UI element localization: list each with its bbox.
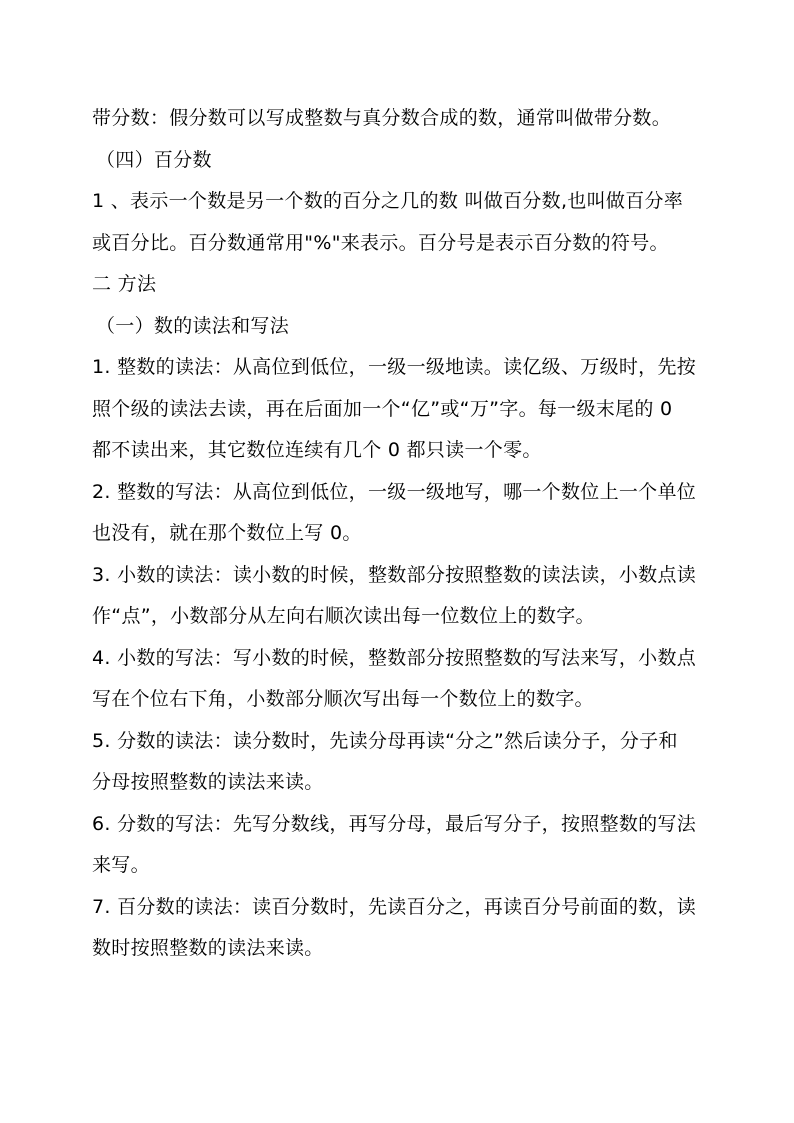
rule-1-line-3: 都不读出来，其它数位连续有几个 0 都只读一个零。 <box>92 439 542 461</box>
percentage-definition-line-2: 或百分比。百分数通常用"%"来表示。百分号是表示百分数的符号。 <box>92 232 669 254</box>
mixed-number-definition: 带分数：假分数可以写成整数与真分数合成的数，通常叫做带分数。 <box>92 107 672 129</box>
rule-4-line-2: 写在个位右下角，小数部分顺次写出每一个数位上的数字。 <box>92 688 594 710</box>
rule-5-line-2: 分母按照整数的读法来读。 <box>92 771 324 793</box>
rule-7-line-1: 7. 百分数的读法：读百分数时，先读百分之，再读百分号前面的数，读 <box>92 896 697 918</box>
rule-3-line-1: 3. 小数的读法：读小数的时候，整数部分按照整数的读法读，小数点读 <box>92 564 697 586</box>
section-heading-reading-writing: （一）数的读法和写法 <box>96 315 290 337</box>
percentage-definition-line-1: 1 、表示一个数是另一个数的百分之几的数 叫做百分数,也叫做百分率 <box>92 190 684 212</box>
rule-5-line-1: 5. 分数的读法：读分数时，先读分母再读“分之”然后读分子，分子和 <box>92 730 678 752</box>
rule-2-line-2: 也没有，就在那个数位上写 0。 <box>92 522 362 544</box>
section-heading-percentage: （四）百分数 <box>96 149 212 171</box>
rule-4-line-1: 4. 小数的写法：写小数的时候，整数部分按照整数的写法来写，小数点 <box>92 647 697 669</box>
rule-3-line-2: 作“点”，小数部分从左向右顺次读出每一位数位上的数字。 <box>92 605 595 627</box>
rule-6-line-1: 6. 分数的写法：先写分数线，再写分母，最后写分子，按照整数的写法 <box>92 813 697 835</box>
rule-7-line-2: 数时按照整数的读法来读。 <box>92 937 324 959</box>
rule-1-line-2: 照个级的读法去读，再在后面加一个“亿”或“万”字。每一级末尾的 0 <box>92 398 673 420</box>
rule-6-line-2: 来写。 <box>92 854 150 876</box>
chapter-heading-methods: 二 方法 <box>92 273 157 295</box>
rule-1-line-1: 1. 整数的读法：从高位到低位，一级一级地读。读亿级、万级时，先按 <box>92 356 697 378</box>
rule-2-line-1: 2. 整数的写法：从高位到低位，一级一级地写，哪一个数位上一个单位 <box>92 481 697 503</box>
